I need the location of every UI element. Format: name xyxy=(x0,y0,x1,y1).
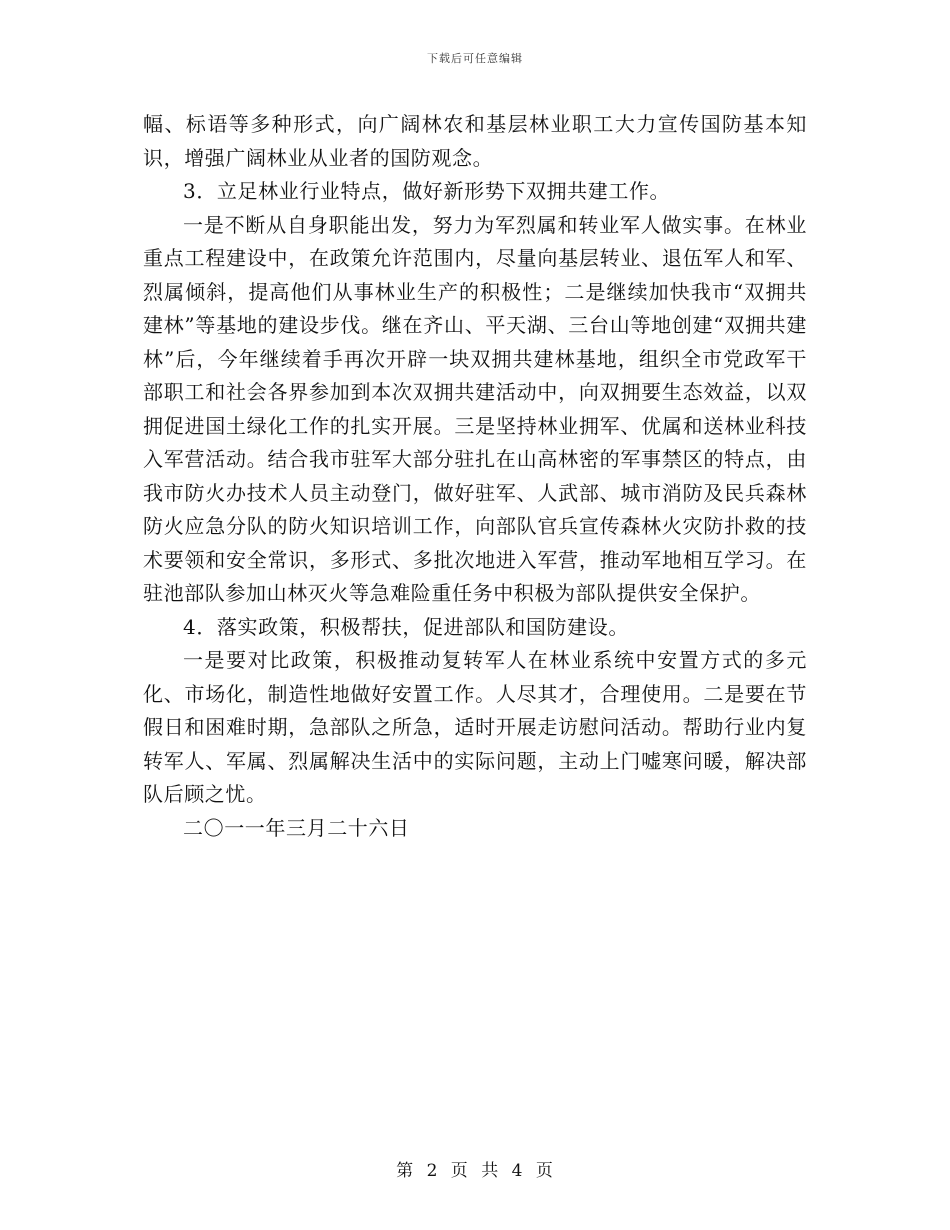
document-date: 二〇一一年三月二十六日 xyxy=(183,815,410,840)
document-body xyxy=(143,108,807,845)
paragraph-2-heading: 3．立足林业行业特点，做好新形势下双拥共建工作。 xyxy=(183,179,671,203)
page-footer: 第 2 页 共 4 页 xyxy=(396,1161,554,1181)
paragraph-5: 一是要对比政策，积极推动复转军人在林业系统中安置方式的多元化、市场化，制造性地做好安置工作。人尽其才，合理使用。二是要在节假日和困难时期，急部队之所急，适时开展走访慰问活动。帮助行业内复转军人、军属、烈属解决生活中的实际问题，主动上门嘘寒问暖，解决部队后顾之忧。 xyxy=(143,648,807,806)
page-header: 下载后可任意编辑 xyxy=(427,52,523,65)
paragraph-1: 幅、标语等多种形式，向广阔林农和基层林业职工大力宣传国防基本知识，增强广阔林业从业者的国防观念。 xyxy=(143,112,807,170)
paragraph-4-heading: 4．落实政策，积极帮扶，促进部队和国防建设。 xyxy=(183,614,629,639)
paragraph-3: 一是不断从自身职能出发，努力为军烈属和转业军人做实事。在林业重点工程建设中，在政策允许范围内，尽量向基层转业、退伍军人和军、烈属倾斜，提高他们从事林业生产的积极性；二是继续加快我市“双拥共建林”等基地的建设步伐。继在齐山、平天湖、三台山等地创建“双拥共建林”后，今年继续着手再次开辟一块双拥共建林基地，组织全市党政军干部职工和社会各界参加到本次双拥共建活动中，向双拥要生态效益，以双拥促进国土绿化工作的扎实开展。三是坚持林业拥军、优属和送林业科技入军营活动。结合我市驻军大部分驻扎在山高林密的军事禁区的特点，由我市防火办技术人员主动登门，做好驻军、人武部、城市消防及民兵森林防火应急分队的防火知识培训工作，向部队官兵宣传森林火灾防扑救的技术要领和安全常识，多形式、多批次地进入军营，推动军地相互学习。在驻池部队参加山林灭火等急难险重任务中积极为部队提供安全保护。 xyxy=(143,212,807,605)
